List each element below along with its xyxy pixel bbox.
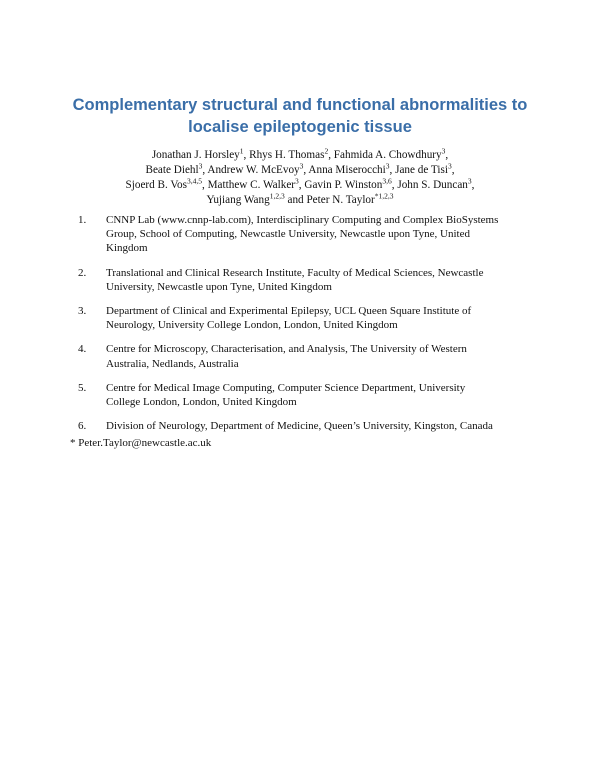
author-line: Sjoerd B. Vos$^{3,4,5}$, Matthew C. Walker$^3$, Gavin P. Winston$^{3,6}$, John S. Duncan$^3$, bbox=[125, 176, 475, 191]
author-name: Gavin P. Winston bbox=[304, 179, 383, 191]
title-line: localise epileptogenic tissue bbox=[188, 118, 412, 136]
author-name: Anna Miserocchi bbox=[308, 164, 386, 176]
affiliation-item bbox=[78, 381, 538, 409]
author-name: Matthew C. Walker bbox=[207, 179, 296, 191]
author-name: John S. Duncan bbox=[397, 179, 468, 191]
author-name: Yujiang Wang bbox=[206, 194, 270, 206]
affiliation-number: 2. bbox=[78, 266, 87, 279]
affiliation-line: Group, School of Computing, Newcastle University, Newcastle upon Tyne, United bbox=[106, 228, 470, 241]
affiliation-line: Neurology, University College London, London, United Kingdom bbox=[106, 319, 398, 332]
author-conjunction: and bbox=[287, 194, 304, 206]
affiliation-line: CNNP Lab (www.cnnp-lab.com), Interdisciplinary Computing and Complex BioSystems bbox=[106, 214, 499, 226]
author-affil-sup: 1,2,3 bbox=[269, 191, 285, 201]
author-name: Sjoerd B. Vos bbox=[125, 179, 187, 191]
affiliation-list bbox=[78, 213, 538, 443]
affiliation-line: Department of Clinical and Experimental Epilepsy, UCL Queen Square Institute of bbox=[106, 305, 472, 318]
affiliation-line: Kingdom bbox=[106, 242, 148, 255]
title-line: Complementary structural and functional abnormalities to bbox=[72, 96, 528, 114]
correspondence-email: * Peter.Taylor@newcastle.ac.uk bbox=[70, 437, 212, 449]
affiliation-item bbox=[78, 213, 538, 256]
author-name: Jane de Tisi bbox=[395, 164, 448, 176]
affiliation-item bbox=[78, 266, 538, 294]
affiliation-text bbox=[106, 381, 538, 409]
affiliation-text bbox=[106, 342, 538, 370]
affiliation-item bbox=[78, 419, 538, 433]
author-name: Fahmida A. Chowdhury bbox=[333, 149, 442, 161]
affiliation-line: Australia, Nedlands, Australia bbox=[106, 357, 239, 370]
affiliation-line: University, Newcastle upon Tyne, United Kingdom bbox=[106, 280, 332, 293]
author-line bbox=[60, 193, 540, 208]
author-affil-sup: 3 bbox=[441, 146, 446, 156]
affiliation-item bbox=[78, 342, 538, 370]
affiliation-line: Division of Neurology, Department of Medicine, Queen’s University, Kingston, Canada bbox=[106, 420, 493, 433]
author-affil-sup: 3 bbox=[467, 176, 472, 186]
author-affil-sup: 3,6 bbox=[382, 176, 392, 186]
author-line: Beate Diehl$^3$, Andrew W. McEvoy$^3$, Anna Miserocchi$^3$, Jane de Tisi$^3$, bbox=[145, 161, 455, 176]
author-name: Andrew W. McEvoy bbox=[207, 164, 300, 176]
author-line: Jonathan J. Horsley$^1$, Rhys H. Thomas$^2$, Fahmida A. Chowdhury$^3$, bbox=[151, 146, 449, 161]
author-affil-sup: 3 bbox=[198, 161, 203, 171]
author-affil-sup: 3 bbox=[447, 161, 452, 171]
author-affil-sup: 3 bbox=[385, 161, 390, 171]
author-affil-sup: 3 bbox=[295, 176, 299, 186]
author-affil-sup: 3,4,5 bbox=[187, 176, 202, 186]
affiliation-number: 3. bbox=[78, 305, 87, 318]
affiliation-line: Translational and Clinical Research Institute, Faculty of Medical Sciences, Newcastle bbox=[106, 266, 484, 279]
author-affil-sup: *1,2,3 bbox=[374, 191, 394, 201]
affiliation-line: Centre for Microscopy, Characterisation, and Analysis, The University of Western bbox=[106, 343, 467, 356]
author-name: Rhys H. Thomas bbox=[249, 149, 325, 161]
affiliation-text bbox=[106, 266, 538, 294]
affiliation-line: Centre for Medical Image Computing, Computer Science Department, University bbox=[106, 381, 466, 394]
affiliation-number: 1. bbox=[78, 214, 87, 226]
author-affil-sup: 1 bbox=[239, 146, 244, 156]
affiliation-line: College London, London, United Kingdom bbox=[106, 396, 297, 409]
author-list bbox=[60, 148, 540, 208]
affiliation-number: 5. bbox=[78, 381, 87, 394]
author-affil-sup: 2 bbox=[324, 146, 329, 156]
affiliation-text bbox=[106, 419, 538, 433]
author-name: Beate Diehl bbox=[145, 164, 199, 176]
affiliation-number: 6. bbox=[78, 420, 87, 433]
author-affil-sup: 3 bbox=[299, 161, 304, 171]
affiliation-number: 4. bbox=[78, 343, 87, 356]
affiliation-item bbox=[78, 304, 538, 332]
paper-title bbox=[60, 94, 540, 138]
affiliation-text bbox=[106, 213, 538, 256]
affiliation-text bbox=[106, 304, 538, 332]
author-name: Jonathan J. Horsley bbox=[151, 149, 240, 161]
author-name: Peter N. Taylor bbox=[306, 194, 375, 206]
